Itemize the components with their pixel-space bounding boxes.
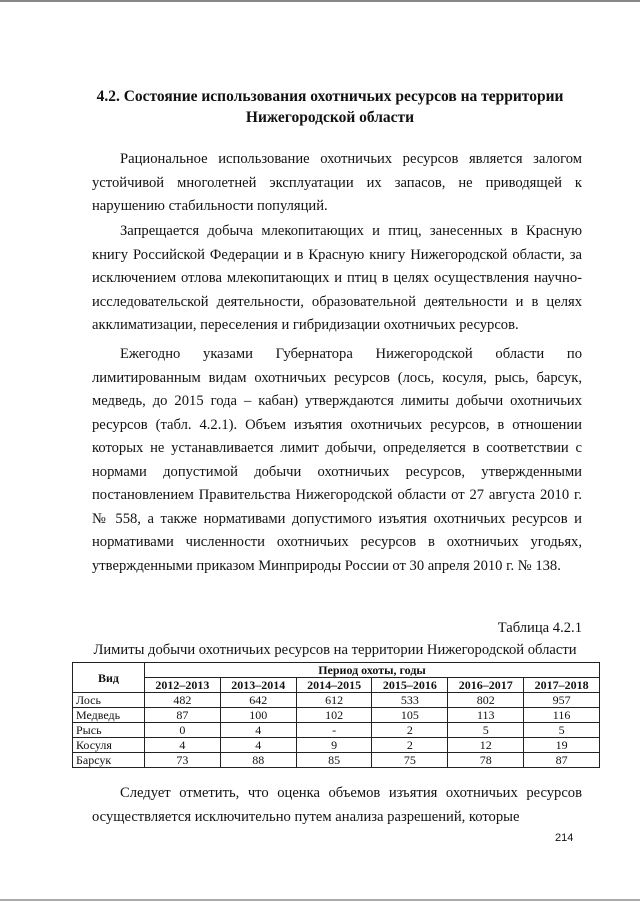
table-cell: 105 [372, 708, 448, 723]
table-header-row [73, 663, 600, 678]
period-header: 2017–2018 [524, 678, 600, 693]
table-cell: - [296, 723, 372, 738]
table-cell: 957 [524, 693, 600, 708]
table-row [73, 753, 600, 768]
table-row [73, 708, 600, 723]
section-title: 4.2. Состояние использования охотничьих ресурсов на территории Нижегородской области [96, 88, 564, 126]
table-cell: 78 [448, 753, 524, 768]
table-cell: 0 [145, 723, 221, 738]
paragraph-1: Рациональное использование охотничьих ресурсов является залогом устойчивой многолетней эксплуатации их запасов, не приводящей к нарушению стабильности популяций. [92, 151, 582, 214]
table-cell: 5 [448, 723, 524, 738]
period-header: 2014–2015 [296, 678, 372, 693]
table-number-label: Таблица 4.2.1 [497, 620, 582, 636]
page-number: 214 [555, 832, 574, 844]
table-cell: 4 [220, 723, 296, 738]
table-cell: 87 [524, 753, 600, 768]
table-cell: 113 [448, 708, 524, 723]
table-cell: 116 [524, 708, 600, 723]
table-cell: 85 [296, 753, 372, 768]
paragraph-4: Следует отметить, что оценка объемов изъятия охотничьих ресурсов осуществляется исключительно путем анализа разрешений, которые [92, 785, 582, 825]
period-header: 2013–2014 [220, 678, 296, 693]
period-column-header: Период охоты, годы [145, 663, 600, 678]
table-cell: 87 [145, 708, 221, 723]
species-cell: Лось [73, 693, 145, 708]
paragraph-2: Запрещается добыча млекопитающих и птиц, занесенных в Красную книгу Российской Федерации и в Красную книгу Нижегородской области, за исключением отлова млекопитающих и птиц в целях осуществления научно-исследовательской деятельности, образовательной деятельности и в целях акклиматизации, переселения и гибридизации охотничьих ресурсов. [92, 223, 582, 333]
table-cell: 75 [372, 753, 448, 768]
table-cell: 533 [372, 693, 448, 708]
table-cell: 4 [220, 738, 296, 753]
table-cell: 612 [296, 693, 372, 708]
species-cell: Барсук [73, 753, 145, 768]
table-period-row [73, 678, 600, 693]
table-cell: 642 [220, 693, 296, 708]
table-cell: 802 [448, 693, 524, 708]
species-cell: Косуля [73, 738, 145, 753]
top-edge-rule [0, 0, 640, 2]
table-cell: 4 [145, 738, 221, 753]
table-cell: 73 [145, 753, 221, 768]
hunting-limits-table [72, 662, 600, 768]
table-row [73, 693, 600, 708]
species-cell: Медведь [73, 708, 145, 723]
species-column-header: Вид [73, 663, 145, 693]
table-cell: 2 [372, 738, 448, 753]
period-header: 2015–2016 [372, 678, 448, 693]
table-cell: 19 [524, 738, 600, 753]
paragraph-3: Ежегодно указами Губернатора Нижегородской области по лимитированным видам охотничьих ресурсов (лось, косуля, рысь, барсук, медведь, до 2015 года – кабан) утверждаются лимиты добычи охотничьих ресурсов (табл. 4.2.1). Объем изъятия охотничьих ресурсов, в отношении которых не устанавливается лимит добычи, определяется в соответствии с нормами допустимой добычи охотничьих ресурсов, утвержденными постановлением Правительства Нижегородской области от 27 августа 2010 г. № 558, а также нормативами допустимого изъятия охотничьих ресурсов и нормативами численности охотничьих ресурсов в охотничьих угодьях, утвержденными приказом Минприроды России от 30 апреля 2010 г. № 138. [92, 346, 582, 574]
table-cell: 9 [296, 738, 372, 753]
period-header: 2016–2017 [448, 678, 524, 693]
species-cell: Рысь [73, 723, 145, 738]
bottom-edge-rule [0, 899, 640, 901]
table-row [73, 723, 600, 738]
table-cell: 102 [296, 708, 372, 723]
table-cell: 5 [524, 723, 600, 738]
table-cell: 2 [372, 723, 448, 738]
table-row [73, 738, 600, 753]
table-cell: 12 [448, 738, 524, 753]
table-cell: 100 [220, 708, 296, 723]
table-cell: 482 [145, 693, 221, 708]
table-cell: 88 [220, 753, 296, 768]
table-title: Лимиты добычи охотничьих ресурсов на территории Нижегородской области [93, 642, 577, 658]
period-header: 2012–2013 [145, 678, 221, 693]
